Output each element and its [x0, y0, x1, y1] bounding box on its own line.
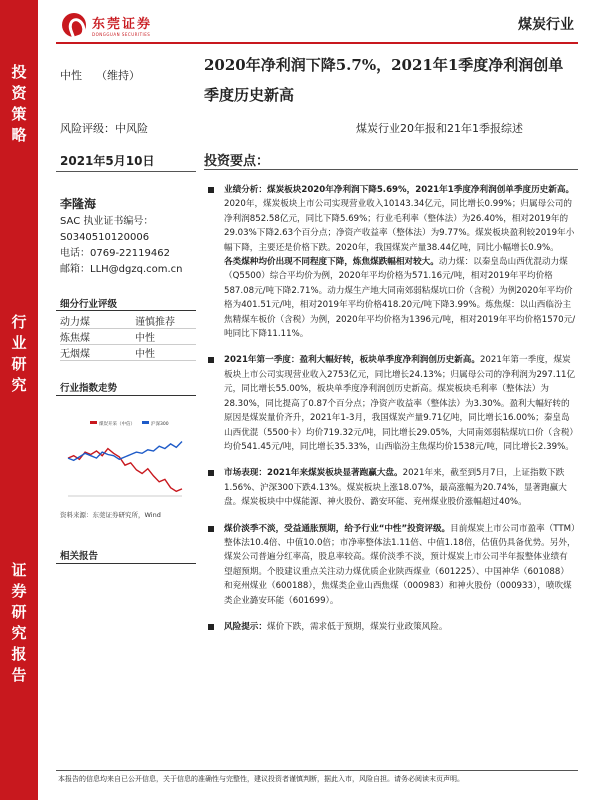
- brand-name-en: DONGGUAN SECURITIES: [92, 32, 151, 37]
- trend-title: 行业指数走势: [60, 383, 118, 394]
- key-points-divider: [204, 169, 578, 170]
- paragraph-prices: 各类煤种均价出现不同程度下降，炼焦煤跌幅相对较大。动力煤：以秦皇岛山西优混动力煤（Q5500）综合平均价为例，2020年平均价格为571.16元/吨，相对2019年平均价格587.08元/吨下降2.71%。动力煤生产地大同南郊弱粘煤坑口价（含税）为例2020年平均价格为401.51元/吨，相对2019年平均价格418.20元/吨下降3.99%。炼焦煤：以山西临汾主焦精煤车板价（含税）为例，2020年平均价格为1396元/吨，相对2019年平均价格1570元/吨同比下降11.11%。: [224, 257, 576, 340]
- analyst-cert-no: S0340510120006: [60, 232, 150, 243]
- industry-tag: 煤炭行业: [518, 17, 574, 33]
- side-label-industry: 行 业 研 究: [11, 313, 27, 394]
- industry-trend-chart: [60, 418, 196, 510]
- chart-legend-label: 煤炭开采（中信）: [99, 422, 135, 427]
- brand-logo-icon: [62, 13, 86, 37]
- brand-logo: [62, 13, 152, 37]
- analyst-name: 李隆海: [60, 197, 97, 211]
- trend-divider: [56, 395, 196, 396]
- sub-ratings-table: [60, 313, 196, 361]
- rating-change: （维持）: [96, 69, 140, 82]
- paragraph-market: 市场表现：2021年来煤炭板块显著跑赢大盘。2021年来，截至到5月7日，上证指数下跌1.56%、沪深300下跌4.13%。煤炭板块上涨18.07%，最高涨幅为20.74%，显著跑赢大盘。煤炭板块中中煤能源、神火股份、潞安环能、兖州煤业股价涨幅超过40%。: [204, 466, 576, 509]
- side-label-strategy: 投 资 策 略: [11, 63, 27, 144]
- analyst-phone: 电话：0769-22119462: [60, 248, 170, 259]
- chart-source: 资料来源：东莞证券研究所，Wind: [60, 511, 161, 519]
- rating-level: 中性: [60, 69, 82, 82]
- key-points-body: [204, 178, 576, 646]
- related-reports-title: 相关报告: [60, 551, 99, 562]
- related-reports-divider: [56, 563, 196, 564]
- rating: [60, 67, 154, 83]
- disclaimer: 本报告的信息均来自已公开信息，关于信息的准确性与完整性，建议投资者谨慎判断，据此入市，风险自担。请务必阅读末页声明。: [58, 775, 464, 783]
- table-row: 动力煤 谨慎推荐: [60, 313, 196, 329]
- paragraph-q1: 2021年第一季度：盈利大幅好转，板块单季度净利润创历史新高。2021年第一季度，煤炭板块上市公司实现营业收入2753亿元，同比增长24.13%；归属母公司的净利润为297.11亿元，同比增长55.00%，板块单季度净利润创历史新高。煤炭板块毛利率（整体法）为28.30%，同比提高了0.87个百分点；净资产收益率（整体法）为3.30%。盈利大幅好转的原因是煤炭量价齐升，2021年1-3月，我国煤炭产量9.71亿吨，同比增长16.00%；秦皇岛山西优混（5500卡）均价719.32元/吨，同比增长29.05%，大同南郊弱粘煤坑口价（含税）均价541.45元/吨，同比增长35.33%，山西临汾主焦煤均价1538元/吨，同比增长2.39%。: [204, 353, 576, 454]
- chart-legend-label: 沪深300: [151, 422, 169, 427]
- sub-ratings-title: 细分行业评级: [60, 299, 118, 310]
- paragraph-earnings: 业绩分析：煤炭板块2020年净利润下降5.69%，2021年1季度净利润创单季度历史新高。2020年，煤炭板块上市公司实现营业收入10143.34亿元，同比增长0.99%；归属母公司的净利润852.58亿元，同比下降5.69%；行业毛利率（整体法）为26.40%，相对2019年的29.03%下降2.63个百分点；净资产收益率（整体法）为9.77%。煤炭板块盈利较2019年小幅下降，主要还是价格下跌。2020年，我国煤炭产量38.44亿吨，同比小幅增长0.9%。: [204, 183, 576, 255]
- chart-legend-swatch: [142, 421, 149, 424]
- header-divider: [56, 42, 578, 44]
- chart-legend-swatch: [90, 421, 97, 424]
- analyst-info: [60, 196, 200, 278]
- brand-name: 东莞证券: [92, 17, 153, 32]
- key-points-title: 投资要点：: [204, 154, 270, 169]
- report-date: 2021年5月10日: [60, 154, 155, 168]
- chart-series-line-1: [68, 442, 182, 461]
- report-headline: 2020年净利润下降5.7%，2021年1季度净利润创单季度历史新高: [204, 56, 564, 104]
- paragraph-valuation: 煤价淡季不淡，受益通胀预期，给予行业“中性”投资评级。目前煤炭上市公司市盈率（TTM）整体法10.4倍、中值10.0倍；市净率整体法1.11倍、中值1.18倍，估值仍具备优势。另外，煤炭公司普遍分红率高，股息率较高。煤价淡季不淡，预计煤炭上市公司半年报整体业绩有望超预期。个股建议重点关注动力煤优质企业陕西煤业（601225）、中国神华（601088）和兖州煤业（600188），焦煤类企业山西焦煤（000983）和神火股份（000933），喷吹煤类企业潞安环能（601699）。: [204, 522, 576, 608]
- chart-series-line-0: [68, 449, 182, 492]
- side-label-research-report: 证 券 研 究 报 告: [11, 561, 27, 684]
- analyst-email[interactable]: 邮箱：LLH@dgzq.com.cn: [60, 264, 183, 275]
- report-subtitle: 煤炭行业20年报和21年1季报综述: [356, 122, 523, 135]
- table-row: 炼焦煤 中性: [60, 329, 196, 345]
- left-divider: [56, 171, 196, 172]
- table-row: 无烟煤 中性: [60, 345, 196, 361]
- analyst-cert-label: SAC 执业证书编号：: [60, 216, 154, 227]
- sub-ratings-divider: [56, 310, 196, 311]
- paragraph-risk: 风险提示：煤价下跌，需求低于预期，煤炭行业政策风险。: [204, 620, 576, 634]
- disclaimer-divider: [56, 770, 578, 771]
- risk-level: 风险评级：中风险: [60, 122, 148, 135]
